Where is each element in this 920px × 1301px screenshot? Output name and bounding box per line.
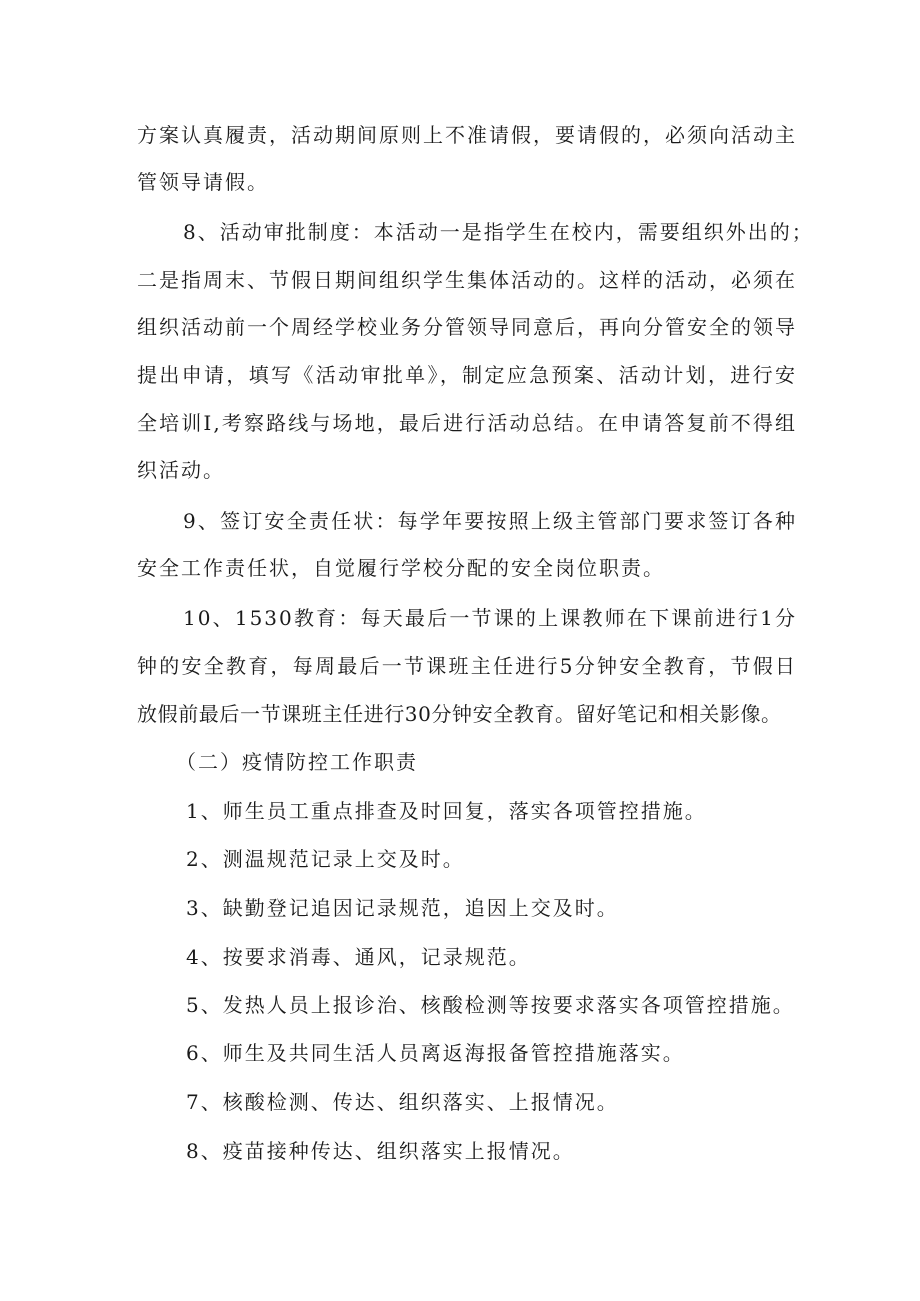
list-item: 2、测温规范记录上交及时。 — [186, 847, 465, 871]
paragraph-line: 10、1530教育：每天最后一节课的上课教师在下课前进行1分 — [183, 606, 797, 630]
paragraph-line: 织活动。 — [137, 458, 225, 482]
list-item: 4、按要求消毒、通风，记录规范。 — [186, 945, 531, 969]
paragraph-line: 9、签订安全责任状：每学年要按照上级主管部门要求签订各种 — [183, 509, 797, 533]
paragraph-line: 组织活动前一个周经学校业务分管领导同意后，再向分管安全的领导 — [137, 315, 797, 339]
paragraph-line: 钟的安全教育，每周最后一节课班主任进行5分钟安全教育，节假日 — [137, 654, 797, 678]
list-item: 3、缺勤登记追因记录规范，追因上交及时。 — [186, 896, 619, 920]
paragraph-line: 8、活动审批制度：本活动一是指学生在校内，需要组织外出的； — [183, 220, 814, 244]
paragraph-line: 提出申请，填写《活动审批单》，制定应急预案、活动计划，进行安 — [137, 363, 797, 387]
paragraph-line: 管领导请假。 — [137, 170, 269, 194]
paragraph-line: 方案认真履责，活动期间原则上不准请假，要请假的，必须向活动主 — [137, 123, 797, 147]
section-heading: （二）疫情防控工作职责 — [176, 750, 418, 774]
list-item: 5、发热人员上报诊治、核酸检测等按要求落实各项管控措施。 — [186, 993, 795, 1017]
list-item: 7、核酸检测、传达、组织落实、上报情况。 — [186, 1090, 619, 1114]
list-item: 1、师生员工重点排查及时回复，落实各项管控措施。 — [186, 799, 707, 823]
paragraph-line: 二是指周末、节假日期间组织学生集体活动的。这样的活动，必须在 — [137, 268, 797, 292]
list-item: 8、疫苗接种传达、组织落实上报情况。 — [186, 1139, 575, 1163]
paragraph-line: 全培训Ⅰ,考察路线与场地，最后进行活动总结。在申请答复前不得组 — [137, 411, 797, 435]
paragraph-line: 安全工作责任状，自觉履行学校分配的安全岗位职责。 — [137, 556, 665, 580]
list-item: 6、师生及共同生活人员离返海报备管控措施落实。 — [186, 1041, 685, 1065]
paragraph-line: 放假前最后一节课班主任进行30分钟安全教育。留好笔记和相关影像。 — [137, 702, 782, 726]
